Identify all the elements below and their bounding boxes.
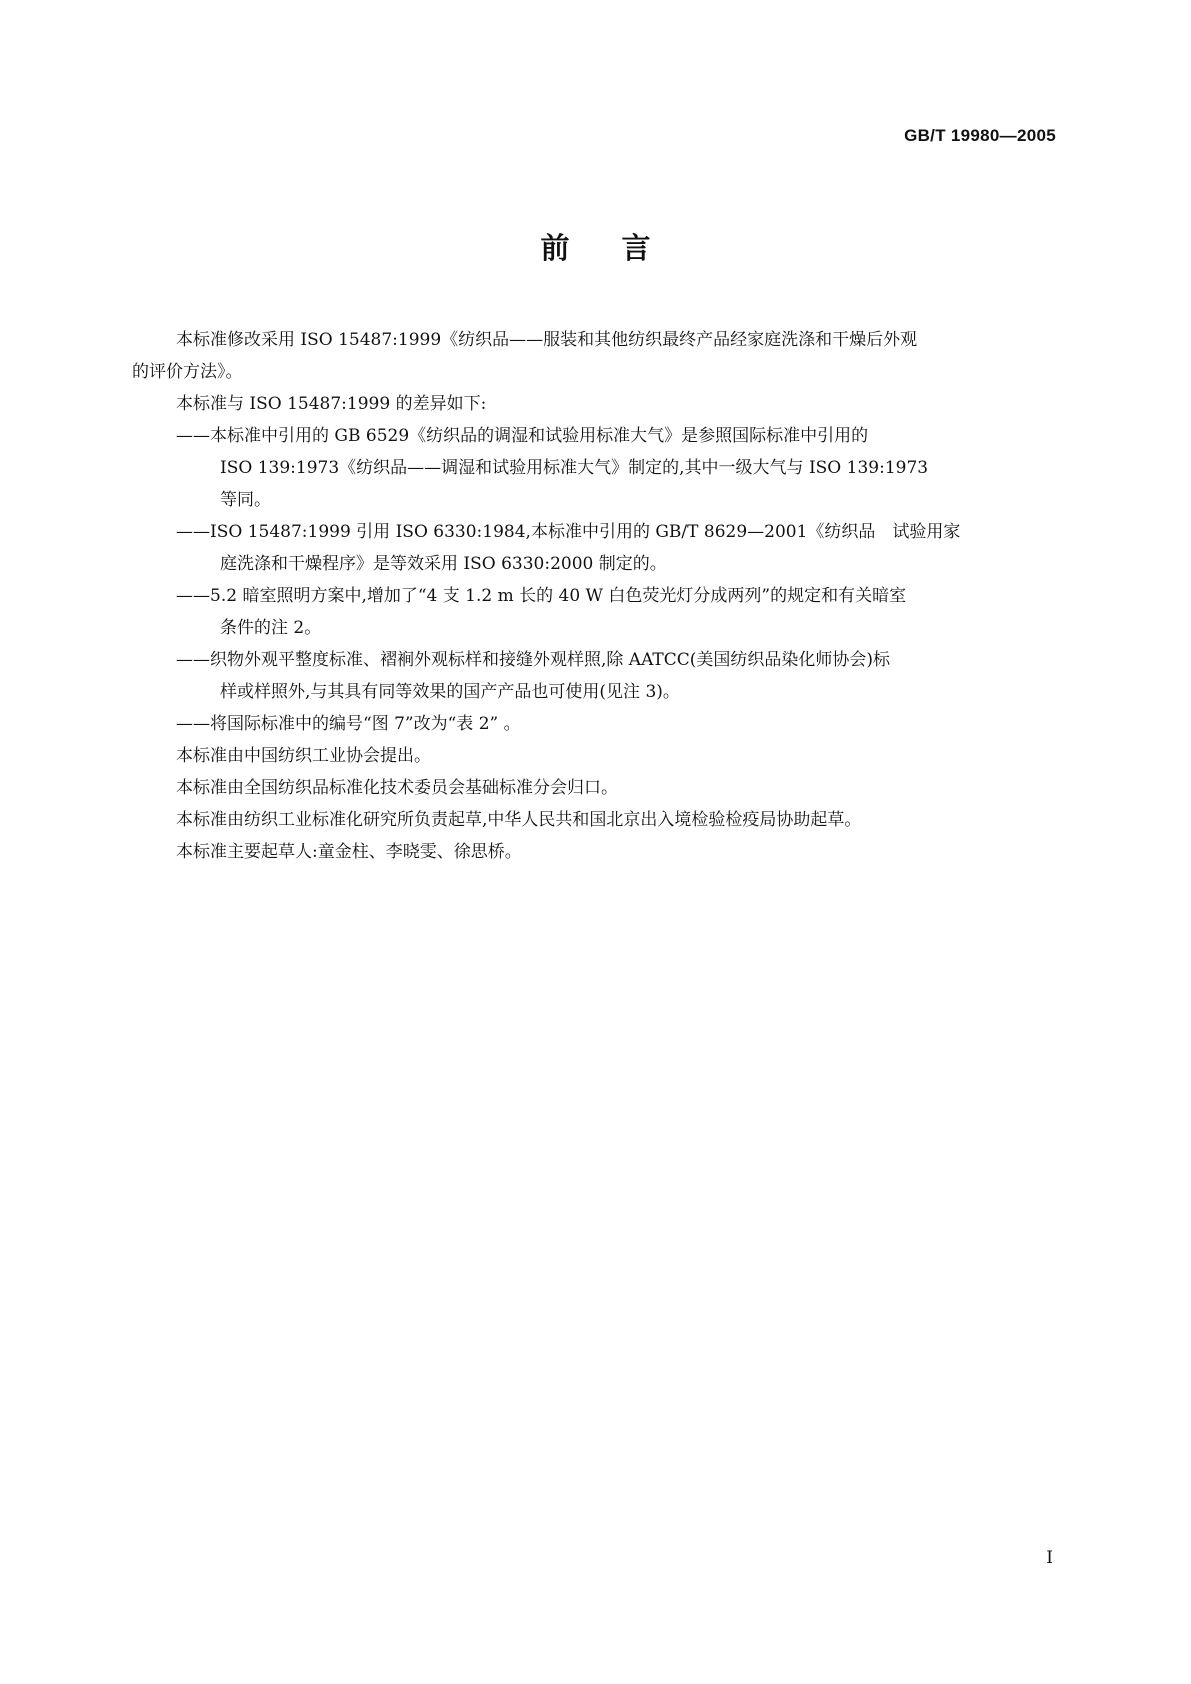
list-item-line: ——将国际标准中的编号“图 7”改为“表 2” 。 [176, 714, 521, 734]
paragraph-main-drafters [132, 836, 1062, 868]
paragraph-drafted-by [132, 804, 1062, 836]
list-item-line: ——5.2 暗室照明方案中,增加了“4 支 1.2 m 长的 40 W 白色荧光灯分成两列”的规定和有关暗室 [176, 586, 907, 606]
paragraph-line: 本标准由全国纺织品标准化技术委员会基础标准分会归口。 [176, 778, 618, 798]
list-item-line: ISO 139:1973《纺织品——调湿和试验用标准大气》制定的,其中一级大气与 ISO 139:1973 [220, 458, 929, 478]
paragraph-line: 本标准由纺织工业标准化研究所负责起草,中华人民共和国北京出入境检验检疫局协助起草。 [176, 810, 862, 830]
standard-number: GB/T 19980—2005 [904, 126, 1056, 145]
page-title: 前言 [540, 231, 703, 265]
paragraph-differences-intro [132, 388, 1062, 420]
foreword-body [132, 324, 1062, 868]
list-item-difference-5 [132, 708, 1062, 740]
paragraph-adoption [132, 324, 1062, 356]
list-item-line: ——织物外观平整度标准、褶裥外观标样和接缝外观样照,除 AATCC(美国纺织品染化师协会)标 [176, 650, 891, 670]
page-number: I [1046, 1548, 1053, 1568]
paragraph-line: 的评价方法》。 [132, 362, 243, 382]
list-item-line: 条件的注 2。 [220, 618, 322, 638]
paragraph-line: 本标准主要起草人:童金柱、李晓雯、徐思桥。 [176, 842, 522, 862]
list-item-difference-3 [132, 580, 1062, 644]
list-item-line: 庭洗涤和干燥程序》是等效采用 ISO 6330:2000 制定的。 [220, 554, 667, 574]
paragraph-proposed-by [132, 740, 1062, 772]
paragraph-line: 本标准与 ISO 15487:1999 的差异如下: [176, 394, 487, 414]
list-item-difference-2 [132, 516, 1062, 580]
list-item-difference-1 [132, 420, 1062, 516]
paragraph-under-jurisdiction [132, 772, 1062, 804]
paragraph-line: 本标准由中国纺织工业协会提出。 [176, 746, 431, 766]
paragraph-adoption-continued [132, 356, 1062, 388]
list-item-difference-4 [132, 644, 1062, 708]
list-item-line: 等同。 [220, 490, 271, 510]
list-item-line: 样或样照外,与其具有同等效果的国产产品也可使用(见注 3)。 [220, 682, 680, 702]
list-item-line: ——ISO 15487:1999 引用 ISO 6330:1984,本标准中引用的 GB/T 8629—2001《纺织品 试验用家 [176, 522, 961, 542]
paragraph-line: 本标准修改采用 ISO 15487:1999《纺织品——服装和其他纺织最终产品经家庭洗涤和干燥后外观 [176, 330, 918, 350]
list-item-line: ——本标准中引用的 GB 6529《纺织品的调湿和试验用标准大气》是参照国际标准中引用的 [176, 426, 869, 446]
